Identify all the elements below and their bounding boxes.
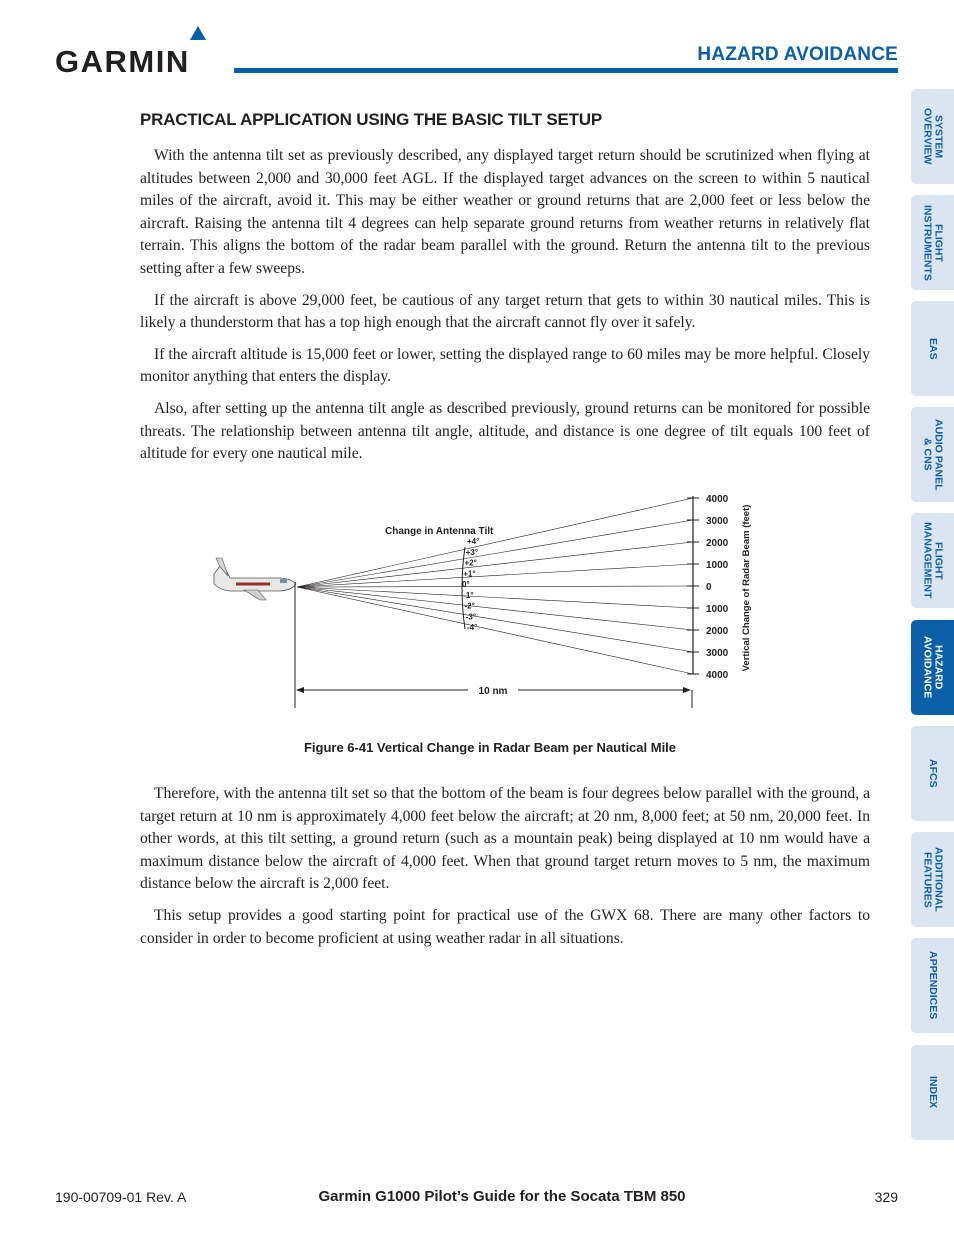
paragraph: If the aircraft is above 29,000 feet, be cautious of any target return that gets to within 30 nautical miles. This is likely a thunderstorm that has a top high enough that the aircraft cannot fly over it safely. — [140, 291, 870, 332]
footer-title: Garmin G1000 Pilot’s Guide for the Socata TBM 850 — [318, 1188, 686, 1205]
logo-triangle-icon — [190, 26, 206, 40]
tab-hazard-avoidance[interactable] — [911, 620, 954, 715]
chapter-tabs — [911, 0, 954, 1235]
doc-number: 190-00709-01 Rev. A — [55, 1189, 187, 1205]
tilt-title: Change in Antenna Tilt — [385, 526, 494, 537]
tab-label: FLIGHT INSTRUMENTS — [921, 204, 945, 281]
tilt-label: +3° — [465, 547, 479, 557]
beam-line — [297, 587, 693, 630]
radar-beam-figure — [200, 478, 780, 714]
tilt-label: -2° — [464, 601, 475, 611]
scale-label: 3000 — [706, 648, 729, 659]
scale-label: 4000 — [706, 494, 729, 505]
scale-label: 1000 — [706, 560, 729, 571]
scale-label: 1000 — [706, 604, 729, 615]
scale-label: 2000 — [706, 538, 729, 549]
beam-line — [297, 586, 693, 587]
scale-label: 4000 — [706, 670, 729, 681]
paragraph: Also, after setting up the antenna tilt angle as described previously, ground returns can be monitored for possible threats. The relationship between antenna tilt angle, altitude, and distance is one degree of tilt equals 100 feet of altitude for every one nautical mile. — [140, 399, 870, 463]
body-text-bottom — [140, 783, 870, 959]
tab-label: ADDITIONAL FEATURES — [921, 847, 945, 912]
tab-index[interactable] — [911, 1045, 954, 1140]
beam-line — [297, 587, 693, 674]
scale-label: 0 — [706, 582, 712, 593]
beam-line — [297, 542, 693, 587]
tilt-label: +1° — [463, 569, 476, 579]
tab-label: APPENDICES — [927, 951, 939, 1020]
page-number: 329 — [874, 1189, 898, 1205]
beam-line — [297, 520, 693, 587]
tab-label: AUDIO PANEL & CNS — [921, 418, 945, 491]
tilt-label: +4° — [467, 537, 480, 546]
axis-label: Vertical Change of Radar Beam (feet) — [741, 504, 752, 672]
tab-flight-instruments[interactable] — [911, 195, 954, 290]
paragraph: If the aircraft altitude is 15,000 feet or lower, setting the displayed range to 60 miles may be more helpful. Closely monitor anything that enters the display. — [140, 345, 870, 386]
paragraph: With the antenna tilt set as previously described, any displayed target return should be scrutinized when flying at altitudes between 2,000 and 30,000 feet AGL. If the displayed target advances on the screen to within 5 nautical miles of the aircraft, avoid it. This may be either weather or ground returns that are 2,000 feet or less below the aircraft. Raising the antenna tilt 4 degrees can help separate ground returns from weather returns in relatively flat terrain. This aligns the bottom of the radar beam parallel with the ground. Return the antenna tilt to the previous setting after a few sweeps. — [140, 147, 870, 277]
tilt-label: +2° — [464, 558, 477, 568]
tilt-label: -3° — [465, 612, 477, 622]
page-heading: PRACTICAL APPLICATION USING THE BASIC TILT SETUP — [140, 110, 603, 129]
tab-flight-management[interactable] — [911, 513, 954, 608]
figure-caption: Figure 6-41 Vertical Change in Radar Beam per Nautical Mile — [303, 740, 677, 755]
tab-label: AFCS — [927, 759, 939, 788]
scale-label: 3000 — [706, 516, 729, 527]
paragraph: This setup provides a good starting point for practical use of the GWX 68. There are many other factors to consider in order to become proficient at using weather radar in all situations. — [140, 906, 870, 947]
tab-label: INDEX — [927, 1076, 939, 1109]
scale-label: 2000 — [706, 626, 729, 637]
tab-label: SYSTEM OVERVIEW — [921, 108, 945, 165]
garmin-logo — [55, 26, 220, 79]
tab-additional-features[interactable] — [911, 832, 954, 927]
body-text-top — [140, 145, 870, 475]
tilt-label: 0° — [462, 580, 470, 589]
header-rule — [234, 68, 898, 73]
logo-text: GARMIN — [55, 44, 190, 79]
aircraft-icon — [214, 558, 296, 600]
beam-line — [297, 587, 693, 652]
distance-label: 10 nm — [478, 686, 508, 697]
tab-label: HAZARD AVOIDANCE — [921, 636, 945, 699]
tab-eas[interactable] — [911, 301, 954, 396]
tab-system-overview[interactable] — [911, 89, 954, 184]
paragraph: Therefore, with the antenna tilt set so that the bottom of the beam is four degrees below parallel with the ground, a target return at 10 nm is approximately 4,000 feet below the aircraft; at 20 nm, 8,000 feet; at 50 nm, 20,000 feet. In other words, at this tilt setting, a ground return (such as a mountain peak) being displayed at 10 nm would have a maximum distance below the aircraft of 4,000 feet. When that ground target return moves to 5 nm, the maximum distance below the aircraft is 2,000 feet. — [140, 785, 870, 893]
tab-appendices[interactable] — [911, 938, 954, 1033]
tilt-label: -1° — [463, 590, 474, 600]
tab-label: EAS — [927, 337, 939, 360]
beam-line — [297, 587, 693, 608]
section-title: HAZARD AVOIDANCE — [697, 44, 898, 65]
tab-label: FLIGHT MANAGEMENT — [921, 522, 945, 599]
beam-lines — [297, 498, 693, 674]
beam-line — [297, 564, 693, 587]
beam-line — [297, 498, 693, 587]
tab-afcs[interactable] — [911, 726, 954, 821]
tab-audio-panel-cns[interactable] — [911, 407, 954, 502]
tilt-label: -4° — [467, 623, 478, 632]
